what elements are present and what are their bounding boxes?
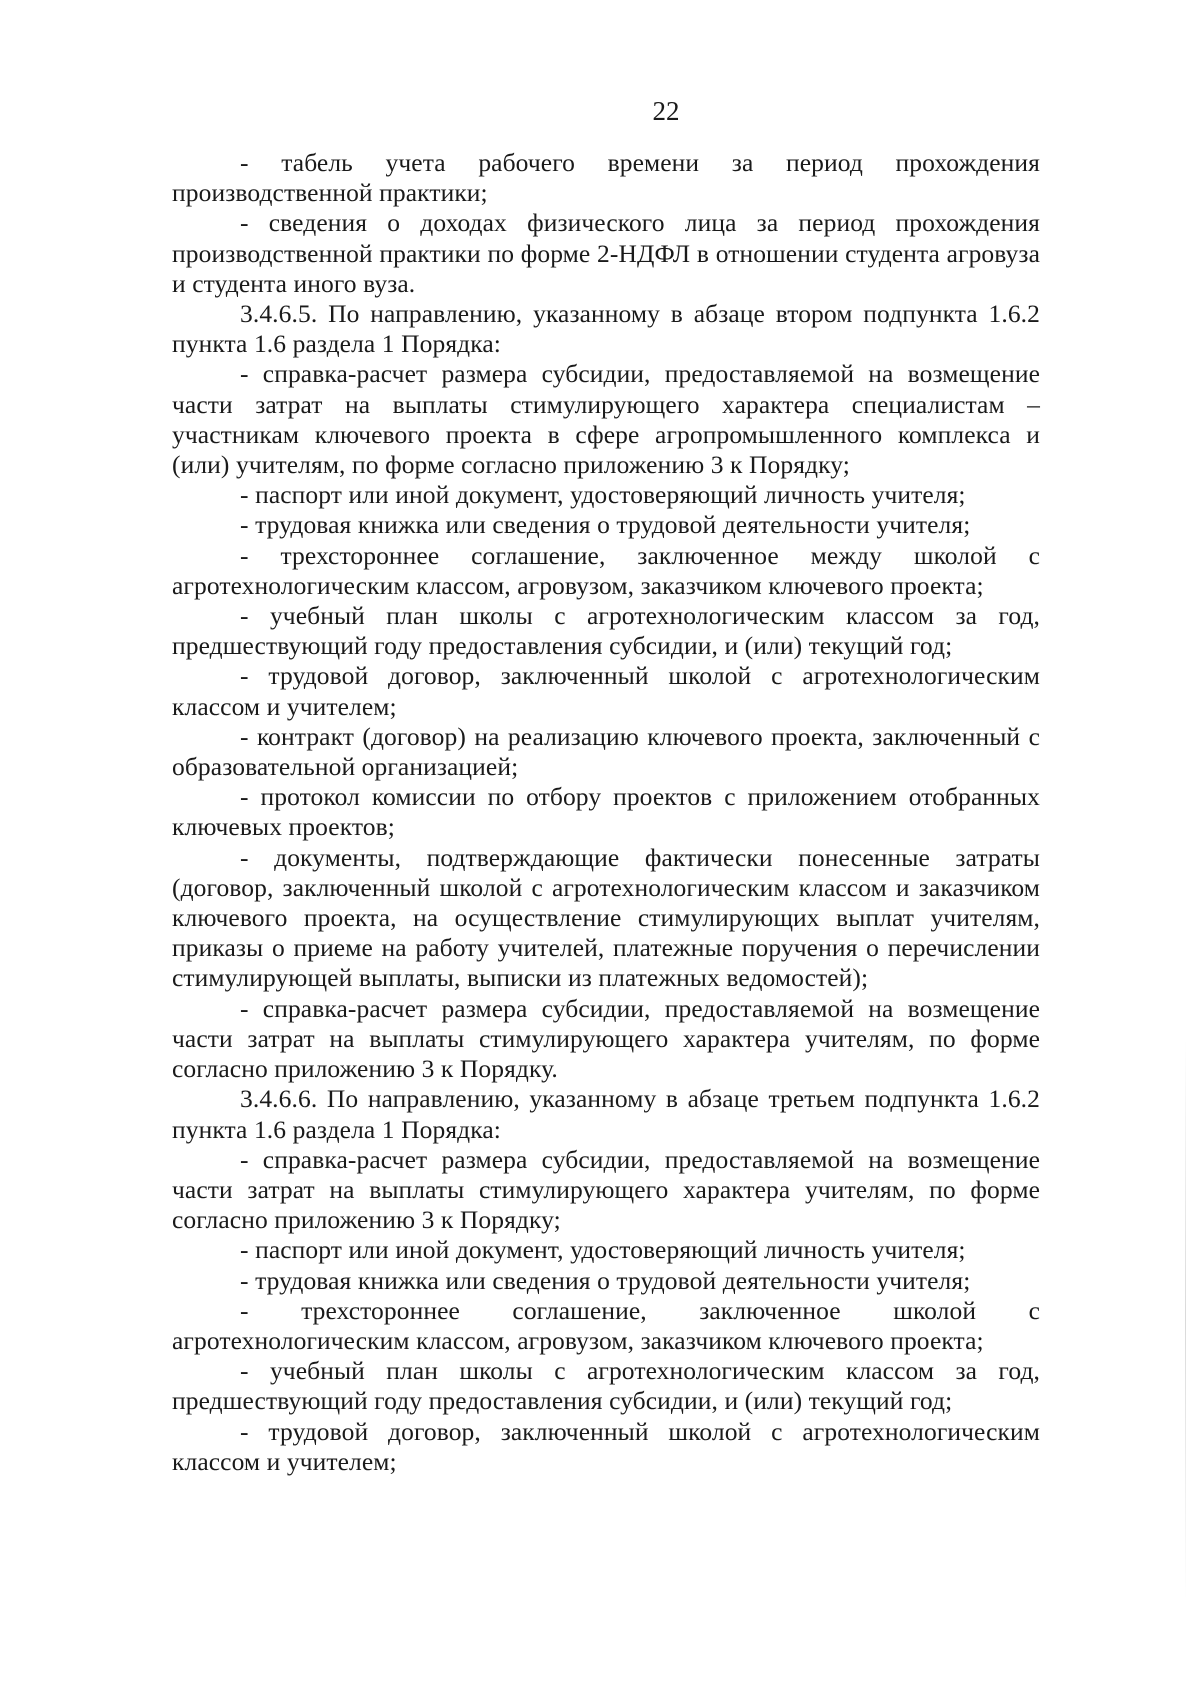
paragraph-passport-2: - паспорт или иной документ, удостоверяющий личность учителя; bbox=[240, 1235, 966, 1265]
paragraph-income-info: - сведения о доходах физического лица за период прохождения производственной практики по форме 2-НДФЛ в отношении студента агровуза и студента иного вуза. bbox=[172, 208, 1040, 298]
page-number: 22 bbox=[652, 96, 680, 126]
paragraph-employment-contract-2: - трудовой договор, заключенный школой с агротехнологическим классом и учителем; bbox=[172, 1416, 1040, 1476]
paragraph-curriculum: - учебный план школы с агротехнологическим классом за год, предшествующий году предоставления субсидии, и (или) текущий год; bbox=[172, 601, 1040, 661]
paragraph-subsidy-calculation-2: - справка-расчет размера субсидии, предоставляемой на возмещение части затрат на выплаты стимулирующего характера учителям, по форме согласно приложению 3 к Порядку; bbox=[172, 1144, 1040, 1235]
paragraph-commission-protocol: - протокол комиссии по отбору проектов с приложением отобранных ключевых проектов; bbox=[172, 782, 1040, 842]
paragraph-passport: - паспорт или иной документ, удостоверяющий личность учителя; bbox=[240, 480, 966, 510]
paragraph-section-3-4-6-5: 3.4.6.5. По направлению, указанному в абзаце втором подпункта 1.6.2 пункта 1.6 раздела 1 Порядка: bbox=[172, 299, 1040, 359]
paragraph-employment-record-2: - трудовая книжка или сведения о трудовой деятельности учителя; bbox=[240, 1265, 971, 1295]
document-body bbox=[172, 148, 1040, 1477]
paragraph-tripartite-agreement-2: - трехстороннее соглашение, заключенное школой с агротехнологическим классом, агровузом, заказчиком ключевого проекта; bbox=[172, 1295, 1040, 1355]
paragraph-expense-documents: - документы, подтверждающие фактически понесенные затраты (договор, заключенный школой с агротехнологическим классом и заказчиком ключевого проекта, на осуществление стимулирующих выплат учителям, приказы о приеме на работу учителей, платежные поручения о перечислении стимулирующей выплаты, выписки из платежных ведомостей); bbox=[172, 842, 1040, 993]
paragraph-project-contract: - контракт (договор) на реализацию ключевого проекта, заключенный с образовательной организацией; bbox=[172, 721, 1040, 782]
paragraph-curriculum-2: - учебный план школы с агротехнологическим классом за год, предшествующий году предоставления субсидии, и (или) текущий год; bbox=[172, 1356, 1040, 1416]
paragraph-subsidy-calculation: - справка-расчет размера субсидии, предоставляемой на возмещение части затрат на выплаты стимулирующего характера специалистам – участникам ключевого проекта в сфере агропромышленного комплекса и (или) учителям, по форме согласно приложению 3 к Порядку; bbox=[172, 359, 1040, 480]
scan-edge-mark bbox=[1185, 1040, 1186, 1600]
paragraph-employment-contract: - трудовой договор, заключенный школой с агротехнологическим классом и учителем; bbox=[172, 661, 1040, 721]
paragraph-employment-record: - трудовая книжка или сведения о трудовой деятельности учителя; bbox=[240, 510, 971, 540]
paragraph-tripartite-agreement: - трехстороннее соглашение, заключенное между школой с агротехнологическим классом, агровузом, заказчиком ключевого проекта; bbox=[172, 540, 1040, 600]
paragraph-timesheet: - табель учета рабочего времени за период прохождения производственной практики; bbox=[172, 148, 1040, 208]
paragraph-subsidy-calculation-teachers: - справка-расчет размера субсидии, предоставляемой на возмещение части затрат на выплаты стимулирующего характера учителям, по форме согласно приложению 3 к Порядку. bbox=[172, 993, 1040, 1084]
paragraph-section-3-4-6-6: 3.4.6.6. По направлению, указанному в абзаце третьем подпункта 1.6.2 пункта 1.6 раздела 1 Порядка: bbox=[172, 1084, 1040, 1144]
